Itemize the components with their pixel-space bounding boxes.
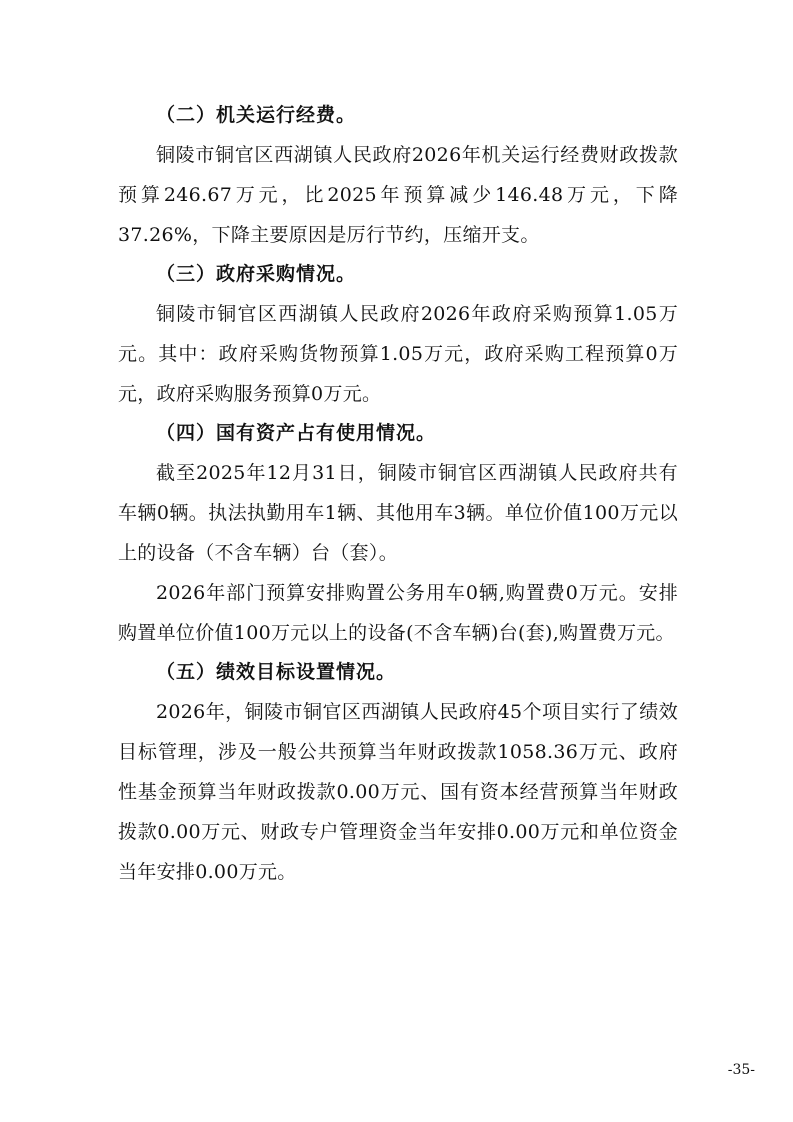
document-body — [118, 96, 678, 892]
page-number: -35- — [727, 1062, 755, 1078]
section-heading-state-assets: （四）国有资产占有使用情况。 — [156, 422, 437, 444]
state-assets-paragraph-vehicles: 截至2025年12月31日，铜陵市铜官区西湖镇人民政府共有车辆0辆。执法执勤用车1辆、其他用车3辆。单位价值100万元以上的设备（不含车辆）台（套）。 — [118, 462, 678, 564]
operating-expenses-paragraph: 铜陵市铜官区西湖镇人民政府2026年机关运行经费财政拨款预算246.67万元，比2025年预算减少146.48万元，下降37.26%，下降主要原因是厉行节约，压缩开支。 — [118, 144, 678, 246]
state-assets-paragraph-purchase-plan: 2026年部门预算安排购置公务用车0辆,购置费0万元。安排购置单位价值100万元以上的设备(不含车辆)台(套),购置费万元。 — [118, 582, 678, 644]
performance-targets-paragraph: 2026年，铜陵市铜官区西湖镇人民政府45个项目实行了绩效目标管理，涉及一般公共预算当年财政拨款1058.36万元、政府性基金预算当年财政拨款0.00万元、国有资本经营预算当年财政拨款0.00万元、财政专户管理资金当年安排0.00万元和单位资金当年安排0.00万元。 — [118, 701, 678, 883]
section-heading-government-procurement: （三）政府采购情况。 — [156, 263, 357, 285]
section-heading-operating-expenses: （二）机关运行经费。 — [156, 104, 357, 126]
government-procurement-paragraph: 铜陵市铜官区西湖镇人民政府2026年政府采购预算1.05万元。其中：政府采购货物预算1.05万元，政府采购工程预算0万元，政府采购服务预算0万元。 — [118, 303, 678, 405]
section-heading-performance-targets: （五）绩效目标设置情况。 — [156, 661, 397, 683]
